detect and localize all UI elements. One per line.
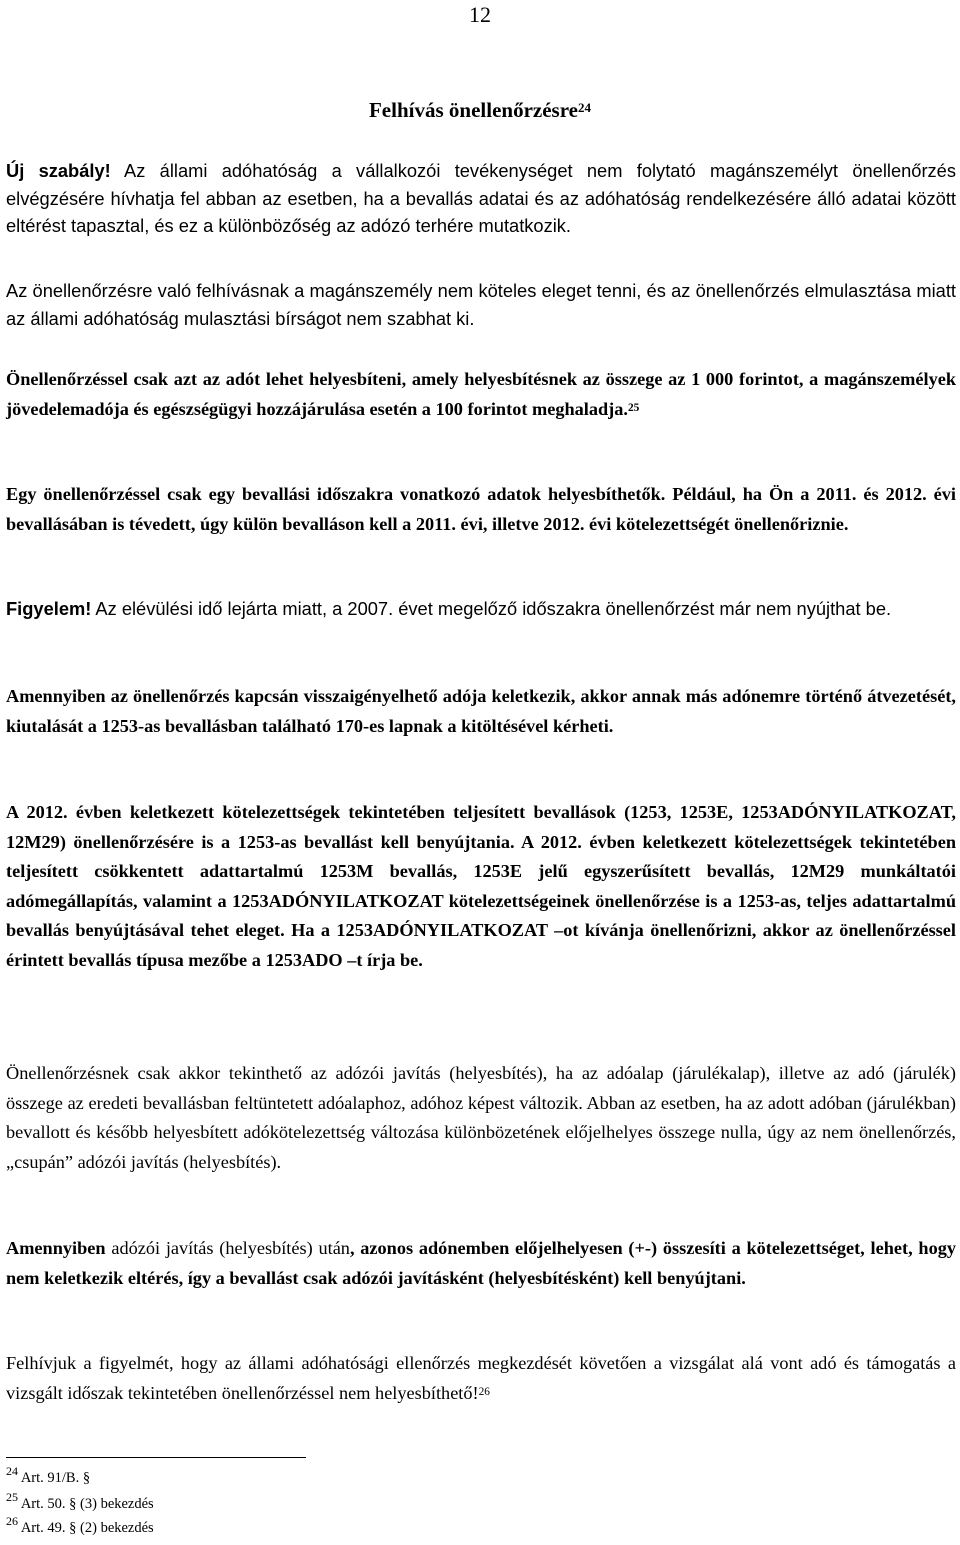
page-title <box>0 98 960 123</box>
netting-lead: Amennyiben <box>6 1238 106 1258</box>
footnote-number: 24 <box>6 1463 18 1478</box>
page-number: 12 <box>469 2 491 27</box>
attention-text: Az elévülési idő lejárta miatt, a 2007. évet megelőző időszakra önellenőrzést már nem nyújthat be. <box>91 598 892 619</box>
footnote-number: 25 <box>6 1489 18 1504</box>
paragraph-threshold <box>6 365 956 424</box>
footnote-24 <box>6 1463 91 1487</box>
title-text: Felhívás önellenőrzésre <box>368 98 578 122</box>
audit-notice-text: Felhívjuk a figyelmét, hogy az állami adóhatósági ellenőrzés megkezdését követően a vizsgálat alá vont adó és támogatás a vizsgált időszak tekintetében önellenőrzéssel nem helyesbíthető! <box>6 1353 956 1403</box>
no-obligation-text: Az önellenőrzésre való felhívásnak a magánszemély nem köteles eleget tenni, és az önellenőrzés elmulasztása miatt az állami adóhatóság mulasztási bírságot nem szabhat ki. <box>6 280 956 329</box>
paragraph-2012-returns <box>6 798 956 975</box>
paragraph-new-rule <box>6 157 956 240</box>
footnote-text: Art. 91/B. § <box>20 1470 91 1486</box>
new-rule-label: Új szabály! <box>6 160 111 181</box>
threshold-text: Önellenőrzéssel csak azt az adót lehet helyesbíteni, amely helyesbítésnek az összege az 1 000 forintot, a magánszemélyek jövedelemadója és egészségügyi hozzájárulása esetén a 100 forintot meghaladja. <box>6 369 956 419</box>
footnote-26 <box>6 1513 154 1537</box>
single-period-text: Egy önellenőrzéssel csak egy bevallási időszakra vonatkozó adatok helyesbíthetők. Például, ha Ön a 2011. és 2012. évi bevallásában is tévedett, úgy külön bevalláson kell a 2011. évi, illetve 2012. évi kötelezettségét önellenőriznie. <box>6 484 956 534</box>
correction-definition-text: Önellenőrzésnek csak akkor tekinthető az adózói javítás (helyesbítés), ha az adóalap (járulékalap), illetve az adó (járulék) összege az eredeti bevallásban feltüntetett adóalaphoz, adóhoz képest változik. Abban az esetben, ha az adott adóban (járulékban) bevallott és később helyesbített adókötelezettség változása különbözetének előjelhelyes összege nulla, úgy az nem önellenőrzés, „csupán” adózói javítás (helyesbítés). <box>6 1063 956 1172</box>
paragraph-refund <box>6 682 956 741</box>
footnote-text: Art. 50. § (3) bekezdés <box>20 1496 154 1512</box>
footnote-25 <box>6 1489 154 1513</box>
returns-2012-text: A 2012. évben keletkezett kötelezettségek tekintetében teljesített bevallások (1253, 1253E, 1253ADÓNYILATKOZAT, 12M29) önellenőrzésére is a 1253-as bevallást kell benyújtania. A 2012. évben keletkezett kötelezettségek tekintetében teljesített csökkentett adattartalmú 1253M bevallás, 1253E jelű egyszerűsített bevallás, 12M29 munkáltatói adómegállapítás, valamint a 1253ADÓNYILATKOZAT kötelezettségeinek önellenőrzése is a 1253-as, teljes adattartalmú bevallás benyújtásával tehet eleget. Ha a 1253ADÓNYILATKOZAT –ot kívánja önellenőrizni, akkor az önellenőrzéssel érintett bevallás típusa mezőbe a 1253ADO –t írja be. <box>6 802 956 970</box>
netting-rest: , azonos adónemben előjelhelyesen (+-) összesíti a kötelezettséget, lehet, hogy nem keletkezik eltérés, így a bevallást csak adózói javításként (helyesbítésként) kell benyújtani. <box>6 1238 956 1288</box>
new-rule-text: Az állami adóhatóság a vállalkozói tevékenységet nem folytató magánszemélyt önellenőrzés elvégzésére hívhatja fel abban az esetben, ha a bevallás adatai és az adóhatóság rendelkezésére álló adatai között eltérést tapasztal, és ez a különbözőség az adózó terhére mutatkozik. <box>6 160 956 236</box>
paragraph-single-period <box>6 480 956 539</box>
paragraph-netting <box>6 1234 956 1293</box>
footnote-ref-24: 24 <box>577 100 591 116</box>
footnote-separator <box>6 1457 306 1458</box>
paragraph-correction-definition <box>6 1059 956 1177</box>
netting-middle: adózói javítás (helyesbítés) után <box>105 1238 350 1258</box>
paragraph-no-obligation <box>6 277 956 332</box>
footnote-number: 26 <box>6 1513 18 1528</box>
paragraph-attention <box>6 595 956 623</box>
footnote-text: Art. 49. § (2) bekezdés <box>20 1520 154 1536</box>
footnote-ref-26: 26 <box>478 1385 490 1398</box>
paragraph-audit-notice <box>6 1349 956 1408</box>
footnote-ref-25: 25 <box>627 401 640 414</box>
refund-text: Amennyiben az önellenőrzés kapcsán visszaigényelhető adója keletkezik, akkor annak más adónemre történő átvezetését, kiutalását a 1253-as bevallásban található 170-es lapnak a kitöltésével kérheti. <box>6 686 956 736</box>
attention-label: Figyelem! <box>6 598 92 619</box>
